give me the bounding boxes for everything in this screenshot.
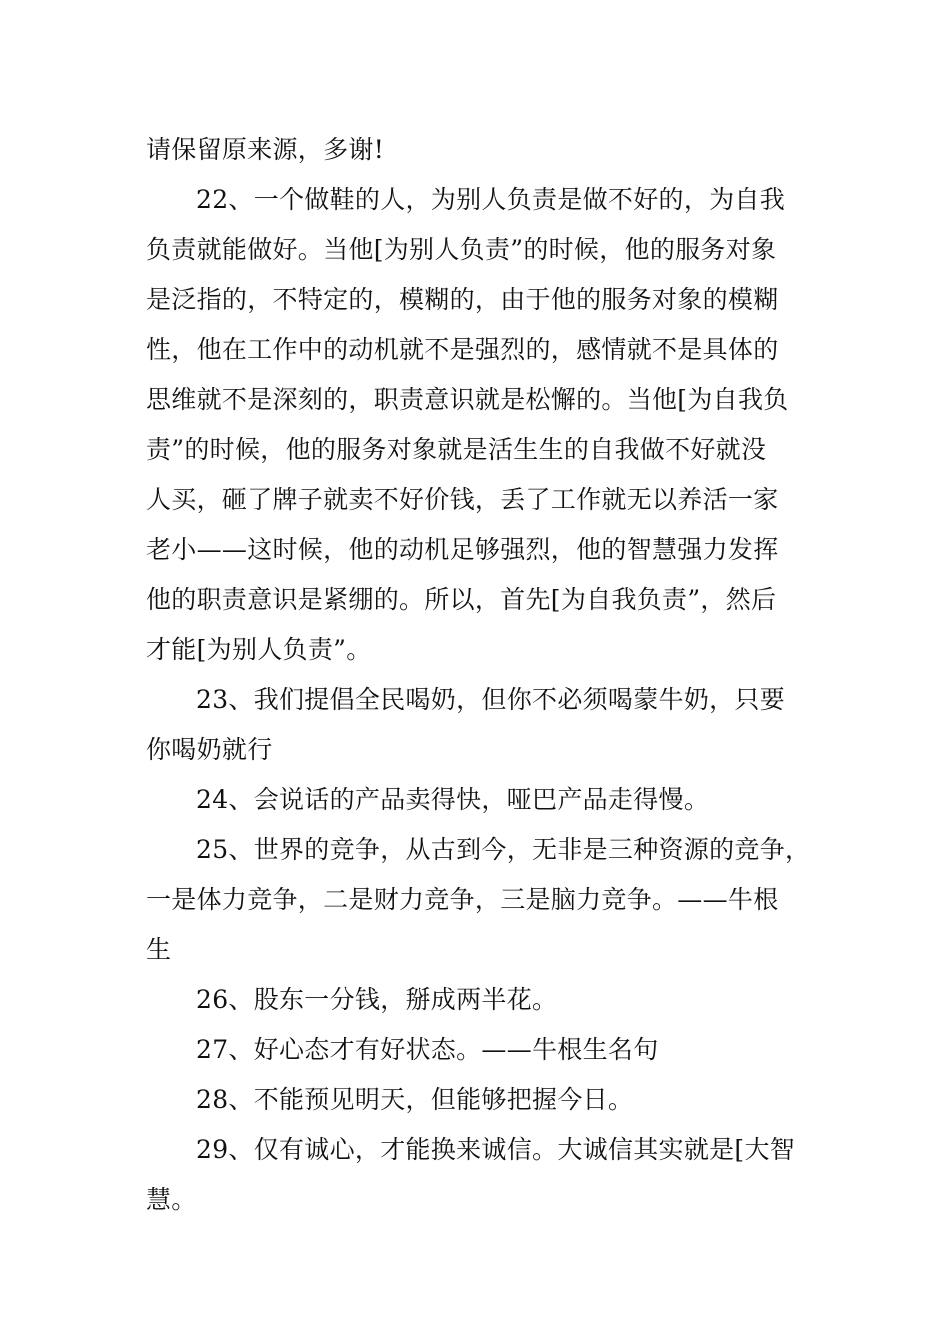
text-line: 24、会说话的产品卖得快，哑巴产品走得慢。: [196, 785, 710, 814]
text-line: 性，他在工作中的动机就不是强烈的，感情就不是具体的: [146, 335, 779, 364]
text-line: 29、仅有诚心，才能换来诚信。大诚信其实就是[大智: [196, 1135, 796, 1164]
text-line: 请保留原来源，多谢!: [146, 135, 385, 164]
text-line: 人买，砸了牌子就卖不好价钱，丢了工作就无以养活一家: [146, 485, 779, 514]
text-line: 他的职责意识是紧绷的。所以，首先[为自我负责”，然后: [146, 585, 777, 614]
text-line: 25、世界的竞争，从古到今，无非是三种资源的竞争，: [196, 835, 811, 864]
text-line: 28、不能预见明天，但能够把握今日。: [196, 1085, 634, 1114]
text-line: 生: [146, 935, 172, 964]
text-line: 思维就不是深刻的，职责意识就是松懈的。当他[为自我负: [146, 385, 789, 414]
text-line: 才能[为别人负责”。: [146, 635, 372, 664]
text-line: 老小——这时候，他的动机足够强烈，他的智慧强力发挥: [146, 535, 779, 564]
text-line: 一是体力竞争，二是财力竞争，三是脑力竞争。——牛根: [146, 885, 779, 914]
text-line: 慧。: [146, 1185, 197, 1214]
text-line: 27、好心态才有好状态。——牛根生名句: [196, 1035, 659, 1064]
text-line: 负责就能做好。当他[为别人负责”的时候，他的服务对象: [146, 235, 777, 264]
text-line: 你喝奶就行: [146, 735, 273, 764]
text-line: 26、股东一分钱，掰成两半花。: [196, 985, 558, 1014]
text-line: 23、我们提倡全民喝奶，但你不必须喝蒙牛奶，只要: [196, 685, 786, 714]
text-line: 22、一个做鞋的人，为别人负责是做不好的，为自我: [196, 185, 786, 214]
text-line: 责”的时候，他的服务对象就是活生生的自我做不好就没: [146, 435, 767, 464]
text-line: 是泛指的，不特定的，模糊的，由于他的服务对象的模糊: [146, 285, 779, 314]
